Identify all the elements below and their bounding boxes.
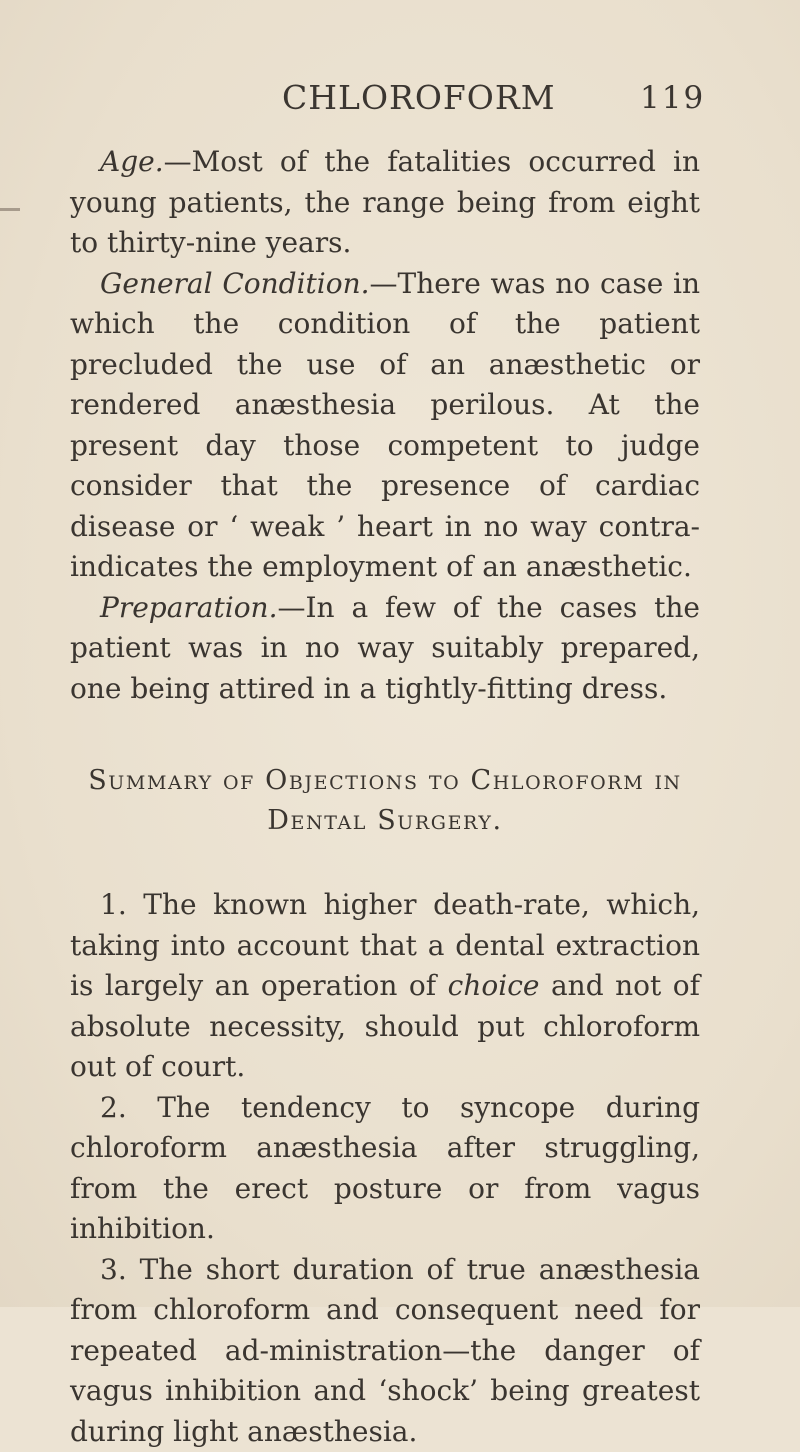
body-text [70,142,700,1452]
summary-item-text: 2. The tendency to syncope during chloroform anæsthesia after struggling, from the erect posture or from vagus inhibition. [70,1091,700,1246]
paragraph-age [70,142,700,264]
paragraph-text: —In a few of the cases the patient was in no way suitably prepared, one being attired in a tightly-fitting dress. [70,591,700,705]
paragraph-lead: Age. [100,145,164,178]
page-header [0,78,800,128]
paragraph-lead: General Condition. [100,267,370,300]
summary-item [70,1250,700,1452]
paragraph-lead: Preparation. [100,591,278,624]
margin-mark [0,208,20,211]
section-heading: Summary of Objections to Chloroform in Dental Surgery. [70,761,700,841]
summary-item-text-end: and not of absolute necessity, should put chloroform out of court. [70,969,700,1083]
paragraph-text: —There was no case in which the condition of the patient precluded the use of an anæsthetic or rendered anæsthesia perilous. At the present day those competent to judge consider that the presence of cardiac disease or ‘ weak ’ heart in no way contra-indicates the employment of an anæsthetic. [70,267,700,584]
page-number: 119 [640,80,705,116]
summary-item [70,885,700,1088]
paragraph-general-condition [70,264,700,588]
paragraph-text: —Most of the fatalities occurred in young patients, the range being from eight to thirty-nine years. [70,145,700,259]
summary-item-text: 3. The short duration of true anæsthesia from chloroform and consequent need for repeated ad-ministration—the danger of vagus inhibition and ‘shock’ being greatest during light anæsthesia. [70,1253,700,1448]
summary-item-text: 1. The known higher death-rate, which, taking into account that a dental extraction is largely an operation of [70,888,700,1002]
summary-item [70,1088,700,1250]
summary-item-emphasis: choice [448,969,540,1002]
paragraph-preparation [70,588,700,710]
running-title: CHLOROFORM [282,78,555,117]
